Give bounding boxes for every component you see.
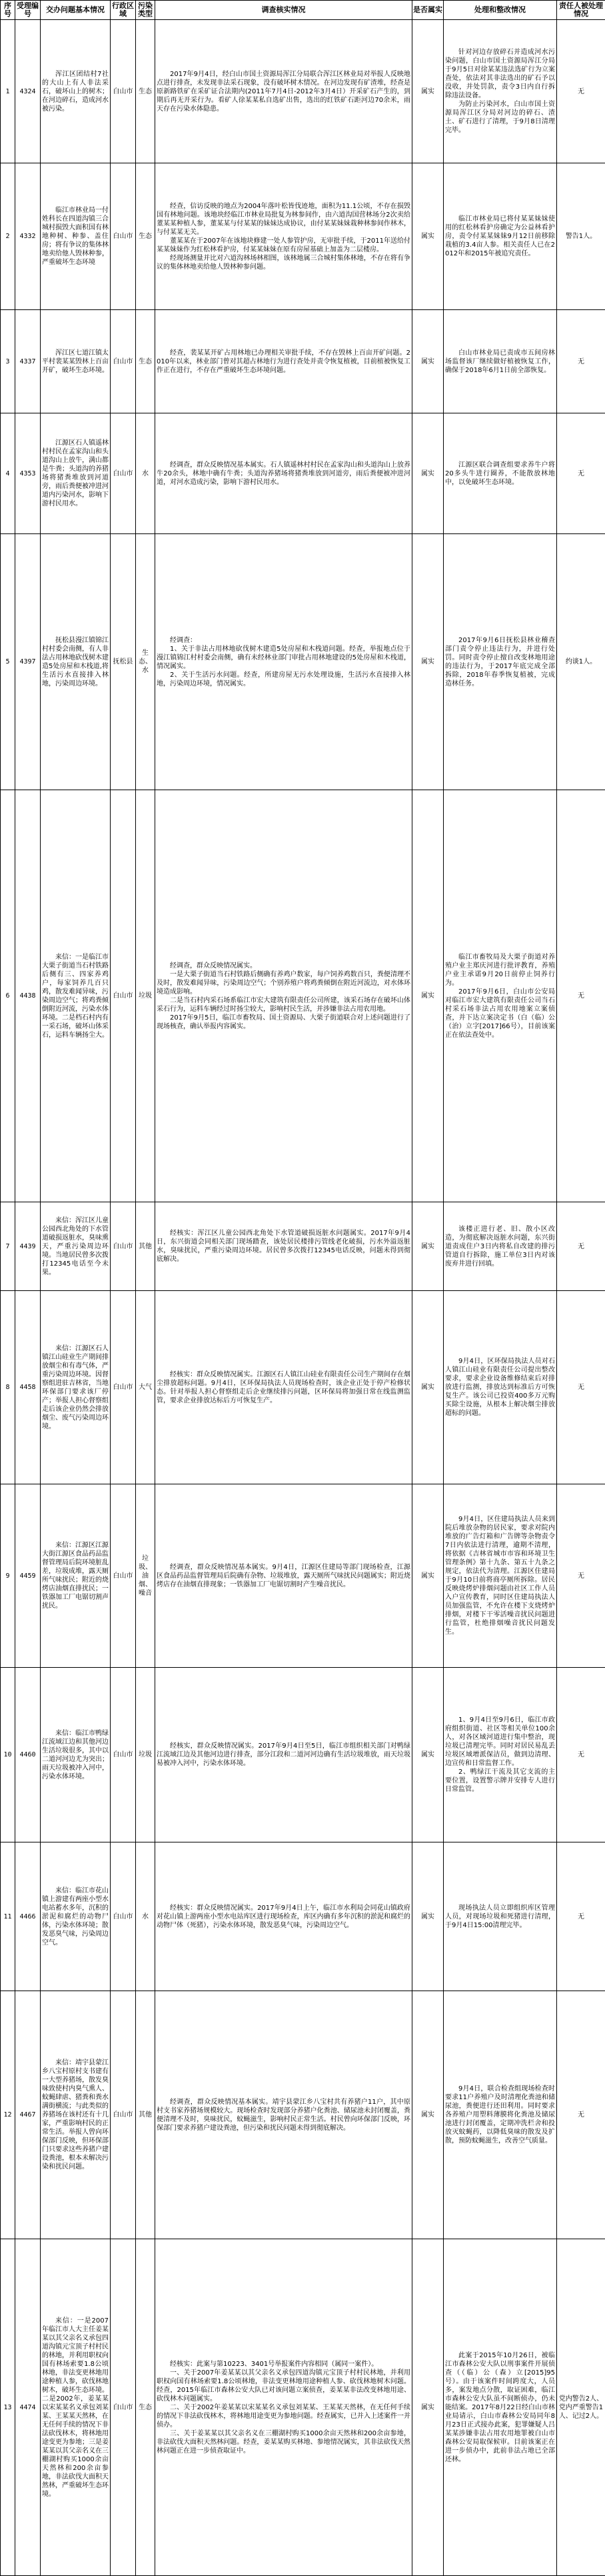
table-row [1, 1668, 605, 1842]
cell-acceptance-number: 4337 [15, 310, 41, 413]
cell-investigation: 经核实：此案与第10223、3401号举报案件内容相同（属同一案件）。 一、关于2007年姜某某以其父亲名义承包四道沟镇元宝顶子村村民林地，并利用职权向国有林场索要1.8公顷林地，非法变更林地用途种植人参、砍伐林地树木问题。经查，2015年临江市森林公安大队已对该问题立案侦查，姜某某非法改变林地用途、砍伐林木问题属实。 二、关于2002年姜某某以宋某某名义承包刘某某、王某某天然林，在无任何手续的情况下非法砍伐林木，将林地用途变更为参地问题。经查属实，已并入上述案件一并侦办。 三、关于姜某某以其父亲名义在三棚湖村购买1000余亩天然林和200余亩参地，非法砍伐大面积天然林问题。经查，姜某某购买林地、参地情况属实，其非法砍伐天然林问题正在进一步侦查取证中。 [155, 2239, 412, 2576]
cell-verified: 属实 [412, 790, 444, 1202]
cell-problem: 抚松县漫江镇锦江村村委会南侧，有人非法占用林地砍伐树木建造5处房屋和木栈道,将生活污水直接排入林地，污染周边环境。 [41, 534, 111, 790]
cell-acceptance-number: 4438 [15, 790, 41, 1202]
col-header-investigation: 调查核实情况 [155, 1, 412, 20]
cell-pollution-type: 生态 [136, 310, 155, 413]
cell-problem: 来信：江源区石人镇江山硅业生产期间排放烟尘和有毒气体，严重污染周边环境。因督察组进驻吉林省，当地环保部门要求该厂停产；举报人担心督察组走后该企业仍然会排放烟尘、废气污染周边环境。 [41, 1291, 111, 1484]
cell-acceptance-number: 4467 [15, 1991, 41, 2239]
table-row [1, 534, 605, 790]
cell-seq: 6 [1, 790, 15, 1202]
cell-seq: 4 [1, 413, 15, 534]
cell-handling: 此案于2015年10月26日，被临江市森林公安大队以刑事案件开展侦查（（临）公（森）立[2015]95号）。由于该案件时间跨度大，人员多，案发地点分散，取证困难，临江市森林公安大队虽不间断侦办，仍未能结案。2017年8月22日经白山市林业局请示，白山市森林公安局同年8月23日正式接办此案，犯罪嫌疑人吕某某涉嫌非法占用农用地罪被白山市森林公安局取保候审。目前该案正在进一步侦办中，此前非法占地已全部还林。 [444, 2239, 557, 2576]
cell-accountability: 约谈1人。 [557, 534, 605, 790]
cell-pollution-type: 生态 [136, 2239, 155, 2576]
col-header-problem: 交办问题基本情况 [41, 1, 111, 20]
cell-seq: 3 [1, 310, 15, 413]
cell-acceptance-number: 4439 [15, 1202, 41, 1291]
cell-investigation: 经调查，群众反映情况基本属实。9月4日，江源区住建局等部门现场检查，江源区食品药品监督管理局后院确有杂物、垃圾堆放，露天厕所气味扰民问题属实；附近烧烤店存在油烟直排现象；一铁器加工厂电锯切割时产生噪音扰民。 [155, 1484, 412, 1668]
cell-verified: 属实 [412, 1291, 444, 1484]
col-header-seq: 序号 [1, 1, 15, 20]
cell-verified: 属实 [412, 1842, 444, 1991]
cell-pollution-type: 生态、水 [136, 534, 155, 790]
table-body [1, 20, 605, 2576]
cell-verified: 属实 [412, 2239, 444, 2576]
col-header-handling: 处理和整改情况 [444, 1, 557, 20]
cell-region: 白山市 [111, 310, 136, 413]
cell-handling: 针对河边存放碎石并造成河水污染问题，白山市国土资源局浑江分局于9月5日对徐某某违法选矿行为立案查处，依法对其非法选出的矿石予以没收，并处罚款，责令3日内自行拆除违法设备。 为防止污染河水，白山市国土资源局浑江区分局对河边的碎石、渣土、矿石进行了清理，于9月8日清理完毕。 [444, 20, 557, 163]
cell-region: 白山市 [111, 1668, 136, 1842]
cell-verified: 属实 [412, 1484, 444, 1668]
table-row [1, 20, 605, 163]
cell-accountability: 无 [557, 413, 605, 534]
cell-problem: 来信：临江市鸭绿江流域江边和其他河边生活垃圾很多，其中以二道河河边尤为突出；雨天垃圾被冲入河中，污染水体环境。 [41, 1668, 111, 1842]
cell-region: 抚松县 [111, 534, 136, 790]
cell-region: 白山市 [111, 1842, 136, 1991]
cell-region: 白山市 [111, 20, 136, 163]
cell-handling: 江源区联合调查组要求养牛户将20多头牛进行圈养，不能散放林地中，以免破坏生态环境。 [444, 413, 557, 534]
cell-verified: 属实 [412, 1668, 444, 1842]
cell-verified: 属实 [412, 20, 444, 163]
cell-pollution-type: 水 [136, 413, 155, 534]
cell-pollution-type: 水 [136, 1842, 155, 1991]
cell-accountability: 无 [557, 1202, 605, 1291]
cell-accountability: 无 [557, 1291, 605, 1484]
cell-problem: 江源区石人镇遥林村村民在孟家沟山和头道沟山上放牛，满山都是牛粪；头道沟的养猪场将猪粪堆放到河道旁，雨后粪便被冲进河道内污染河水，影响下游村民用水。 [41, 413, 111, 534]
cell-seq: 9 [1, 1484, 15, 1668]
col-header-verified: 是否属实 [412, 1, 444, 20]
cell-accountability: 无 [557, 1842, 605, 1991]
cell-seq: 13 [1, 2239, 15, 2576]
table-row [1, 163, 605, 310]
cell-pollution-type: 生态 [136, 20, 155, 163]
cell-region: 白山市 [111, 790, 136, 1202]
cell-problem: 来信：浑江区儿童公园西北角处的下水管道破损返脏水，臭味熏天，严重污染周边环境。当地居民曾多次拨打12345电话至今未果。 [41, 1202, 111, 1291]
cell-investigation: 经调查，群众反映情况基本属实。靖宇县蒙江乡八宝村共有养猪户11户，其中原村支书家养猪场规模较大。现场检查时发现部分养猪户化粪池、储尿池未封闭覆盖，粪便清理不及时，臭味扰民，蚊蝇滋生，影响村民正常生活。村民曾向环保部门反映，环保部门要求养猪户建设粪池，但污染和扰民问题未得到彻底解决。 [155, 1991, 412, 2239]
cell-problem: 临江市林业局一付姓科长在四道沟镇三合城村损毁大面积国有林地种树、种参、盖住房；将有争议的集体林地卖给他人毁林种参，严重破坏生态环境 [41, 163, 111, 310]
cell-accountability: 党内警告2人、党内严重警告1人、记过2人。 [557, 2239, 605, 2576]
cell-pollution-type: 大气 [136, 1291, 155, 1484]
cell-seq: 2 [1, 163, 15, 310]
cell-acceptance-number: 4458 [15, 1291, 41, 1484]
cell-seq: 1 [1, 20, 15, 163]
header-row [1, 1, 605, 20]
cell-acceptance-number: 4474 [15, 2239, 41, 2576]
table-row [1, 310, 605, 413]
cell-investigation: 经调查，群众反映情况属实。 一是大栗子街道当石村铁路后侧确有养鸡户数家，每户饲养鸡数百只，粪便清理不及时，散发难闻异味，污染周边空气；个别养殖户将鸡粪倾倒在附近河流边，对水体环境造成影响。 二是当石村内采石场系临江市宏大建筑有限责任公司所建，该采石场存在破坏山体采石行为，运料车辆经过时扬尘较大，影响村民生活，并涉嫌非法占用农用地。 2017年9月5日，临江市畜牧局、国土资源局、大栗子街道联合对上述问题进行了现场核查，确认举报内容属实。 [155, 790, 412, 1202]
cell-region: 白山市 [111, 413, 136, 534]
cell-problem: 来信：一是临江市大栗子街道当石村铁路后侧有三、四家养鸡户，每家饲养几百只鸡，散发难闻异味，污染周边空气；将鸡粪倾倒附近河流，污染水体环境。二是档石村内有一采石场，破坏山体采石，运料车辆扬尘大。 [41, 790, 111, 1202]
cell-accountability: 无 [557, 310, 605, 413]
cell-region: 白山市 [111, 2239, 136, 2576]
cell-region: 白山市 [111, 1991, 136, 2239]
cell-problem: 浑江区七道江镇太平村裴某某毁林上百亩开矿，破坏生态环境。 [41, 310, 111, 413]
cell-problem: 来信：一是2007年临江市人大主任姜某某以其父亲名义承包四道沟镇元宝顶子村村民的林地，并利用职权向国有林场索要1.8公顷林地，非法变更林地用途种植人参，砍伐林地树木，破坏生态环境。二是2002年，姜某某以宋某某名义承包刘某某、王某某天然林，在无任何手续的情况下非法砍伐林木，将林地用途变更为参地；三是姜某某以其父亲名义在三棚湖村购买1000余亩天然林和200余亩参地，非法砍伐大面积天然林，严重破坏生态环境。 [41, 2239, 111, 2576]
cell-handling: 白山市林业局已责成市五间房林场监督该厂继续做好植被恢复工作，确保于2018年6月1日前全部恢复。 [444, 310, 557, 413]
cell-accountability: 无 [557, 790, 605, 1202]
cell-handling: 2017年9月6日抚松县林业稽查部门责令停止违法行为，并进行处罚。同时责令停止擅自改变林地用途的违法行为，于2017年底完成全部拆除，2018年春季恢复植被，完成造林任务。 [444, 534, 557, 790]
cell-verified: 属实 [412, 163, 444, 310]
cell-acceptance-number: 4397 [15, 534, 41, 790]
cell-investigation: 经调查： 1、关于非法占用林地砍伐树木建造5处房屋和木栈道问题。经查，举报地点位于漫江镇锦江村村委会南侧，确有未经林业部门审批占用林地建设的5处房屋和木栈道，情况属实。 2、关于生活污水问题。经查，所建房屋无污水处理设施，生活污水直接排入林地，污染周边环境，情况属实。 [155, 534, 412, 790]
cell-handling: 临江市畜牧局及大栗子街道对养殖户业主郑庆河进行批评教育，养殖户业主承诺9月20日前停止饲养行为。 2017年9月6日，白山市公安局对临江市宏大建筑有限责任公司当石村采石场非法占用农用地案立案侦查，并下达立案决定书（白（临）公（治）立字[2017]66号），目前该案正在依法查处中。 [444, 790, 557, 1202]
cell-seq: 11 [1, 1842, 15, 1991]
cell-verified: 属实 [412, 413, 444, 534]
cell-problem: 浑江区团结村7社的大山上有人非法采石，破坏山上的树木；在河边碎石，造成河水被污染。 [41, 20, 111, 163]
cell-investigation: 经核实：群众反映情况属实。江源区石人镇江山硅业有限责任公司生产期间存在烟尘排放超标问题。9月4日，区环保局执法人员现场检查时，该企业正处于停产检修状态。针对举报人担心督察组走后企业继续排污问题，区环保局将加强日常在线监测监管，要求企业排放达标后方可恢复生产。 [155, 1291, 412, 1484]
cell-handling: 临江市林业局已将付某某妹妹使用的红松林看护房确定为公益林看护房，责令付某某妹妹9月12日前移除栽植的3.4亩人参。相关责任人已在2012年和2015年被追究责任。 [444, 163, 557, 310]
cell-accountability: 无 [557, 20, 605, 163]
cell-acceptance-number: 4460 [15, 1668, 41, 1842]
table-row [1, 1291, 605, 1484]
cell-pollution-type: 垃圾、油烟、噪音 [136, 1484, 155, 1668]
cell-seq: 8 [1, 1291, 15, 1484]
cell-acceptance-number: 4332 [15, 163, 41, 310]
cell-handling: 9月4日，联合检查组现场检查时要求11户养殖户及时清理化粪池和储尿池，粪便进行还田利用。同时要求各养殖户用塑料薄膜将化粪池及储尿池进行封闭覆盖，定期冲洗栏舍和投放灭蚊蝇药，以降低臭味的散发及扩散，预防蚊蝇滋生，改善空气质量。 [444, 1991, 557, 2239]
table-row [1, 2239, 605, 2576]
col-header-accountability: 责任人被处理情况 [557, 1, 605, 20]
col-header-id: 受理编号 [15, 1, 41, 20]
cell-pollution-type: 生态 [136, 163, 155, 310]
table-row [1, 1842, 605, 1991]
col-header-region: 行政区域 [111, 1, 136, 20]
cell-verified: 属实 [412, 534, 444, 790]
table-row [1, 1991, 605, 2239]
cell-accountability: 无 [557, 1668, 605, 1842]
cell-verified: 属实 [412, 310, 444, 413]
cell-handling: 9月4日，区住建局执法人员来到院后堆放杂物的居民家，要求对院内堆放的广告灯箱和广告牌等杂物责令7日内依法进行清理，逾期不清理，将依据《吉林省城市市容和环境卫生管理条例》第十九条、第五十九条之规定，依法代为清理。江源区住建局于9月10日前将商亭厕所拆除。居民反映烧烤炉排烟问题由社区工作人员入户宣传教育，同时区住建局执法人员加强监管，不允许在楼下支烧烤炉排烟，对楼下干零活噪音扰民问题进行监管，杜绝排烟噪音扰民问题发生。 [444, 1484, 557, 1668]
cell-handling: 9月4日，区环保局执法人员对石人镇江山硅业有限责任公司提出整改要求，要求企业设备维修结束后对排放进行监测，排放达到标准后方可恢复生产。该公司已投资400多万元购买除尘设施，从根本上解决烟尘排放超标的问题。 [444, 1291, 557, 1484]
cell-handling: 1、9月4日至9月6日，临江市政府组织街道、社区等相关单位100余人，对各区域河道进行集中整治，现垃圾已清理完毕。同时对居民易乱丢垃圾区域增派保洁员，做到边清理、边宣传和日常监督工作。 2、鸭绿江干流及其它支流的主要位置，设置警示牌并安排专人进行日常监管。 [444, 1668, 557, 1842]
cell-region: 白山市 [111, 1484, 136, 1668]
cell-investigation: 经核实：浑江区儿童公园西北角处下水管道破损返脏水问题属实。2017年9月4日，东兴街道会同相关部门现场踏查，该处居民楼排污管线老化破损，污水外溢返脏水，臭味扰民，严重污染周边环境。居民曾多次拨打12345电话反映，问题未得到彻底解决。 [155, 1202, 412, 1291]
table-row [1, 413, 605, 534]
cell-pollution-type: 垃圾 [136, 790, 155, 1202]
cell-problem: 来信：江源区江源大街江源区食品药品监督管理局后院环境脏乱差，垃圾成堆，露天厕所气味扰民；附近的烧烤店油烟直排扰民；一铁器加工厂电锯切割声扰民。 [41, 1484, 111, 1668]
cell-seq: 5 [1, 534, 15, 790]
cell-region: 白山市 [111, 1291, 136, 1484]
cell-acceptance-number: 4353 [15, 413, 41, 534]
cell-acceptance-number: 4324 [15, 20, 41, 163]
cell-investigation: 经查，信访反映的地点为2004年落叶松皆伐迹地，面积为11.1公顷，不存在损毁国有林地问题。该地块经临江市林业局批复为林参间作，由六道沟国营林场分2次卖给董某某种植人参，董某某与付某某的妹妹达成协议，由付某某妹妹栽种林参间作林木，与付某某无关。 董某某在于2007年在该地块修建一处人参管护房，无审批手续，于2011年送给付某某妹妹作为红松林看护房，付某某妹妹在原有房屋基础上加盖为二层楼房。 经现场测量并比对六道沟林场林相图，该林地属三合城村集体林地，不存在将有争议的集体林地卖给他人毁林种参问题。 [155, 163, 412, 310]
cell-pollution-type: 其他 [136, 1991, 155, 2239]
cell-seq: 10 [1, 1668, 15, 1842]
table-row [1, 1202, 605, 1291]
cell-pollution-type: 垃圾 [136, 1668, 155, 1842]
cell-verified: 属实 [412, 1991, 444, 2239]
cell-investigation: 经核实，群众反映情况属实。2017年9月4日至5日，临江市组织相关部门对鸭绿江流域江边及其他河边进行排查，部分江段和二道河河边确有生活垃圾堆放，雨天垃圾易被冲入河中，污染水体环境。 [155, 1668, 412, 1842]
table-row [1, 790, 605, 1202]
cell-seq: 7 [1, 1202, 15, 1291]
cell-investigation: 经调查，群众反映情况基本属实。石人镇遥林村村民在孟家沟山和头道沟山上放养牛20余头，林地中确有牛粪；头道沟养猪场将猪粪堆放到河道旁，雨后粪便被冲进河道，对河水造成污染，影响下游村民用水。 [155, 413, 412, 534]
col-header-type: 污染类型 [136, 1, 155, 20]
cell-investigation: 经核实：群众反映情况属实。2017年9月4日上午，临江市水利局会同花山镇政府对花山镇上游两座小型水电站库区进行现场检查，库区内确有多年沉积的淤泥和腐烂的动物尸体（死猪），污染水体环境，散发恶臭气味，污染周边空气。 [155, 1842, 412, 1991]
cell-pollution-type: 其他 [136, 1202, 155, 1291]
cell-problem: 来信：临江市花山镇上游建有两座小型水电站蓄水多年，沉积的淤泥和腐烂的动物尸体，污染水体环境；散发恶臭气味，污染周边空气。 [41, 1842, 111, 1991]
cell-region: 白山市 [111, 163, 136, 310]
cell-verified: 属实 [412, 1202, 444, 1291]
cell-handling: 该楼正进行老、旧、散小区改造，为彻底解决返脏水问题，东兴街道责成住户3日内将私自改建的排污管道自行拆除，施工单位3日内对该废弃井进行回填。 [444, 1202, 557, 1291]
cell-region: 白山市 [111, 1202, 136, 1291]
cell-accountability: 警告1人。 [557, 163, 605, 310]
cell-investigation: 2017年9月4日，经白山市国土资源局浑江分局联合浑江区林业局对举报人反映地点进行排查，未发现非法采石现象，没有破坏树木情况。在河边发现有矿渣堆，经查是原新路铁矿在采矿证合法期内(2011年7月4日-2012年3月4日）开采矿石产生的，到期后再无开采行为。看矿人徐某某私自选矿出售，选出的红铁矿石距河边70余米，雨天存在污染水体隐患。 [155, 20, 412, 163]
cell-handling: 现场执法人员立即组织库区管理人员，对现场垃圾和死猪进行清理，于9月4日15:00清理完毕。 [444, 1842, 557, 1991]
cell-seq: 12 [1, 1991, 15, 2239]
cell-acceptance-number: 4466 [15, 1842, 41, 1991]
cell-acceptance-number: 4459 [15, 1484, 41, 1668]
cell-accountability: 无 [557, 1484, 605, 1668]
table-row [1, 1484, 605, 1668]
cell-accountability: 无 [557, 1991, 605, 2239]
cell-investigation: 经查，裴某某开矿占用林地已办理相关审批手续，不存在毁林上百亩开矿问题。2010年以来，林业部门曾对其超占林地行为进行查处并责令恢复植被，目前植被恢复工作正在进行，不存在严重破坏生态环境问题。 [155, 310, 412, 413]
cell-problem: 来信：靖宇县蒙江乡八宝村原村支书建有一大型养猪场，散发臭味致使村内臭气熏人、蚊蝇肆虐、猪粪和粪水满街横流；与此类似的养猪场在该村还有十几家，严重影响村民的正常生活。举报人曾向环保部门反映，但环保部门只要求这些养猪户建设粪池，根本未解决污染和扰民问题。 [41, 1991, 111, 2239]
